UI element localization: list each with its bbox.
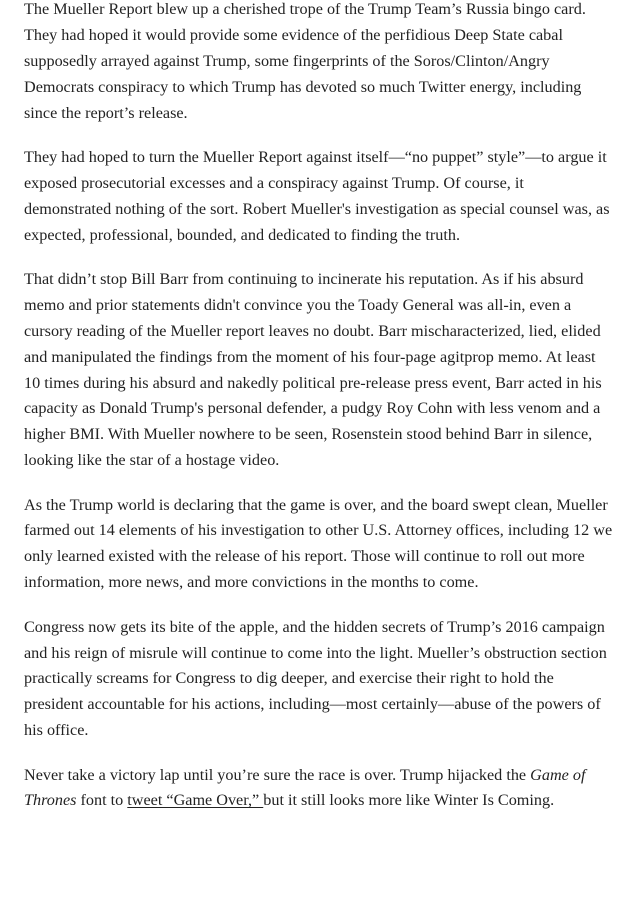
tweet-game-over-link[interactable]: tweet “Game Over,” [127, 791, 264, 810]
paragraph-mueller-report-trope: The Mueller Report blew up a cherished trope of the Trump Team’s Russia bingo card. They had hoped it would provide some evidence of the perfidious Deep State cabal supposedly arrayed against Trump, some fingerprints of the Soros/Clinton/Angry Democrats conspiracy to which Trump has devoted so much Twitter energy, including since the report’s release. [24, 0, 586, 122]
victory-lap-text-end: but it still looks more like Winter Is Coming. [263, 791, 555, 810]
paragraph-no-puppet: They had hoped to turn the Mueller Report against itself—“no puppet” style”—to argue it exposed prosecutorial excesses and a conspiracy against Trump. Of course, it demonstrated nothing of the sort. Robert Mueller's investigation as special counsel was, as expected, professional, bounded, and dedicated to finding the truth. [24, 147, 610, 244]
paragraph-victory-lap [24, 763, 613, 815]
paragraph-congress: Congress now gets its bite of the apple, and the hidden secrets of Trump’s 2016 campaign and his reign of misrule will continue to come into the light. Mueller’s obstruction section practically screams for Congress to dig deeper, and exercise their right to hold the president accountable for his actions, including—most certainly—abuse of the powers of his office. [24, 617, 607, 740]
victory-lap-text-middle: font to [76, 791, 128, 810]
paragraph-bill-barr: That didn’t stop Bill Barr from continuing to incinerate his reputation. As if his absurd memo and prior statements didn't convince you the Toady General was all-in, even a cursory reading of the Mueller report leaves no doubt. Barr mischaracterized, lied, elided and manipulated the findings from the moment of his four-page agitprop memo. At least 10 times during his absurd and nakedly political pre-release press event, Barr acted in his capacity as Donald Trump's personal defender, a pudgy Roy Cohn with less venom and a higher BMI. With Mueller nowhere to be seen, Rosenstein stood behind Barr in silence, looking like the star of a hostage video. [24, 269, 602, 470]
victory-lap-text-start: Never take a victory lap until you’re sure the race is over. Trump hijacked the [24, 765, 531, 784]
paragraph-trump-world: As the Trump world is declaring that the game is over, and the board swept clean, Mueller farmed out 14 elements of his investigation to other U.S. Attorney offices, including 12 we only learned existed with the release of his report. Those will continue to roll out more information, more news, and more convictions in the months to come. [24, 495, 613, 592]
game-of-thrones-title: Game of Thrones [24, 765, 586, 810]
